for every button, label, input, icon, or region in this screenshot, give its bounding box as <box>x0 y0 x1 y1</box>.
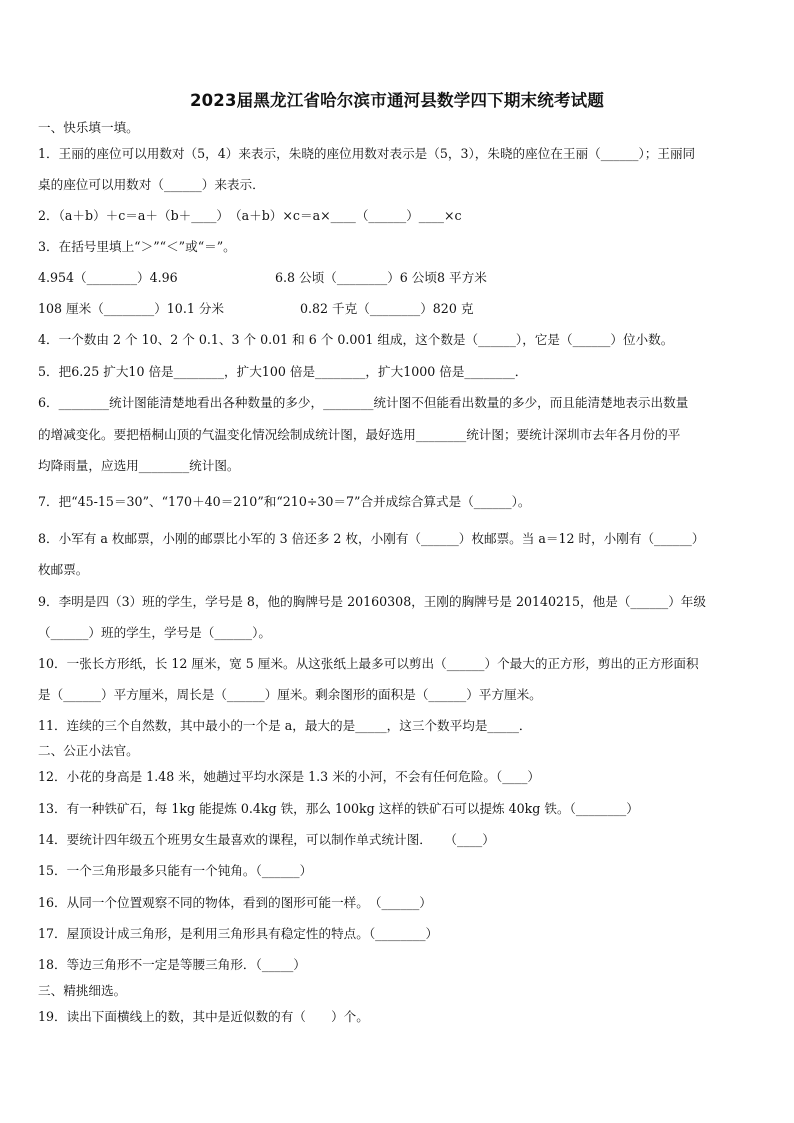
question-3-item-3: 108 厘米（________）10.1 分米 <box>38 301 225 316</box>
question-3: 3．在括号里填上“＞”“＜”或“＝”。 <box>38 239 236 254</box>
question-5: 5．把6.25 扩大10 倍是________，扩大100 倍是________，扩大1000 倍是________． <box>38 364 528 379</box>
question-17: 17．屋顶设计成三角形，是利用三角形具有稳定性的特点。（________） <box>38 926 439 941</box>
question-13: 13．有一种铁矿石，每 1kg 能提炼 0.4kg 铁，那么 100kg 这样的铁矿石可以提炼 40kg 铁。（________） <box>38 801 639 816</box>
question-19: 19．读出下面横线上的数，其中是近似数的有（ ）个。 <box>38 1009 369 1024</box>
question-3-item-2: 6.8 公顷（________）6 公顷8 平方米 <box>275 270 487 285</box>
question-16: 16．从同一个位置观察不同的物体，看到的图形可能一样。 （______） <box>38 895 432 910</box>
question-7: 7．把“45-15＝30”、“170＋40＝210”和“210÷30＝7”合并成综合算式是（______）。 <box>38 494 531 509</box>
question-9-line-1: 9．李明是四（3）班的学生，学号是 8，他的胸牌号是 20160308，王刚的胸牌号是 20140215，他是（______）年级 <box>38 594 706 609</box>
question-10-line-1: 10．一张长方形纸，长 12 厘米，宽 5 厘米。从这张纸上最多可以剪出（______）个最大的正方形，剪出的正方形面积 <box>38 656 699 671</box>
question-10-line-2: 是（______）平方厘米，周长是（______）厘米。剩余图形的面积是（______）平方厘米。 <box>38 687 542 702</box>
question-9-line-2: （______）班的学生，学号是（______）。 <box>38 625 271 640</box>
section-heading-1: 一、快乐填一填。 <box>38 120 139 135</box>
question-1-line-1: 1．王丽的座位可以用数对（5，4）来表示，朱晓的座位用数对表示是（5，3），朱晓的座位在王丽（______）；王丽同 <box>38 146 696 161</box>
page-title: 2023届黑龙江省哈尔滨市通河县数学四下期末统考试题 <box>189 91 605 110</box>
question-12: 12．小花的身高是 1.48 米，她趟过平均水深是 1.3 米的小河，不会有任何危险。（____） <box>38 769 540 784</box>
question-3-item-1: 4.954（________）4.96 <box>38 270 178 285</box>
question-6-line-1: 6．________统计图能清楚地看出各种数量的多少，________统计图不但能看出数量的多少，而且能清楚地表示出数量 <box>38 395 689 410</box>
question-2: 2．（a＋b）＋c＝a＋（b＋____） （a＋b）×c＝a×____（______）____×c <box>38 208 462 223</box>
question-3-item-4: 0.82 千克（________）820 克 <box>300 301 474 316</box>
question-18: 18．等边三角形不一定是等腰三角形．（_____） <box>38 957 306 972</box>
question-4: 4．一个数由 2 个 10、2 个 0.1、3 个 0.01 和 6 个 0.001 组成，这个数是（______），它是（______）位小数。 <box>38 332 674 347</box>
question-8-line-1: 8．小军有 a 枚邮票，小刚的邮票比小军的 3 倍还多 2 枚，小刚有（______）枚邮票。当 a＝12 时，小刚有（______） <box>38 531 705 546</box>
question-6-line-2: 的增减变化。要把梧桐山顶的气温变化情况绘制成统计图，最好选用________统计图；要统计深圳市去年各月份的平 <box>38 427 681 442</box>
question-14: 14．要统计四年级五个班男女生最喜欢的课程，可以制作单式统计图． （____） <box>38 832 495 847</box>
question-11: 11．连续的三个自然数，其中最小的一个是 a，最大的是_____，这三个数平均是_____． <box>38 718 532 733</box>
section-heading-2: 二、公正小法官。 <box>38 743 139 758</box>
section-heading-3: 三、精挑细选。 <box>38 983 127 998</box>
question-8-line-2: 枚邮票。 <box>38 562 89 577</box>
question-15: 15．一个三角形最多只能有一个钝角。（______） <box>38 863 313 878</box>
question-1-line-2: 桌的座位可以用数对（______）来表示． <box>38 177 265 192</box>
question-6-line-3: 均降雨量，应选用________统计图。 <box>38 458 240 473</box>
